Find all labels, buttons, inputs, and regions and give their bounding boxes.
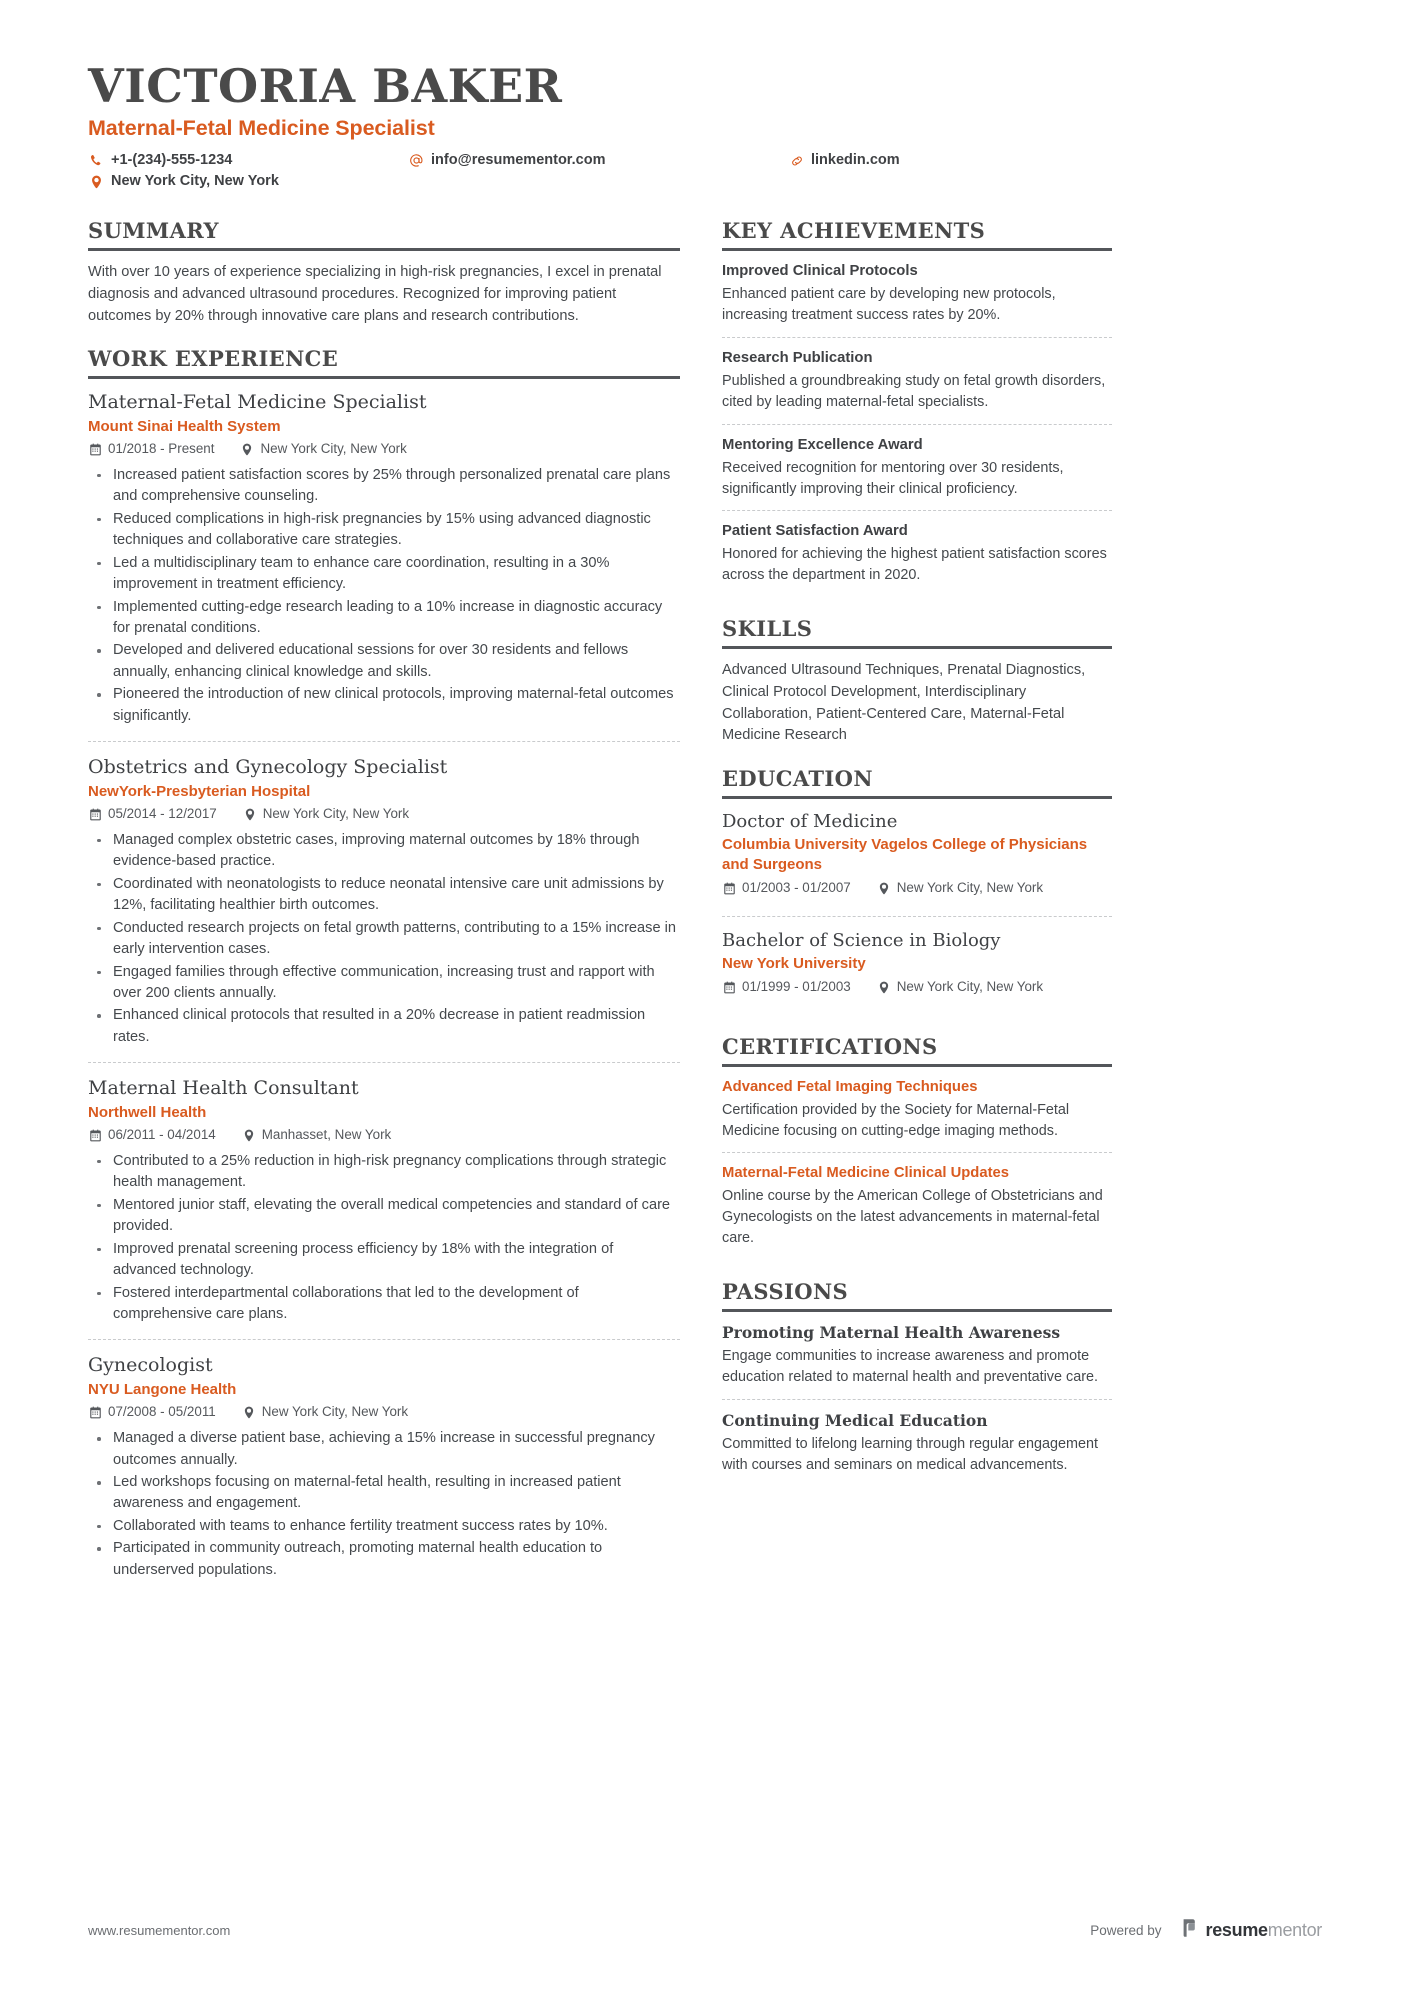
location-pin-icon bbox=[242, 1129, 256, 1142]
education-dates bbox=[722, 879, 851, 898]
contact-location bbox=[88, 171, 408, 193]
contact-row-1 bbox=[88, 150, 1322, 172]
education-dates-text: 01/2003 - 01/2007 bbox=[742, 879, 851, 895]
education-heading: EDUCATION bbox=[722, 767, 1112, 799]
powered-by-label: Powered by bbox=[1090, 1923, 1162, 1938]
achievement-item bbox=[722, 510, 1112, 597]
skills-text: Advanced Ultrasound Techniques, Prenatal Diagnostics, Clinical Protocol Development, Interdisciplinary Collaboration, Patient-Centered Care, Maternal-Fetal Medicine Research bbox=[722, 662, 1086, 744]
education-dates bbox=[722, 978, 851, 997]
resumementor-mark-icon bbox=[1182, 1918, 1201, 1943]
passion-title: Promoting Maternal Health Awareness bbox=[722, 1323, 1061, 1343]
work-location-text: New York City, New York bbox=[262, 806, 410, 822]
education-location-text: New York City, New York bbox=[896, 978, 1044, 994]
passions-heading: PASSIONS bbox=[722, 1280, 1112, 1312]
footer-website-url[interactable]: www.resumementor.com bbox=[88, 1923, 231, 1938]
achievement-item bbox=[722, 424, 1112, 511]
work-location bbox=[240, 440, 406, 459]
calendar-icon bbox=[88, 1406, 102, 1419]
certification-title: Maternal-Fetal Medicine Clinical Updates bbox=[722, 1165, 1009, 1182]
achievement-title: Research Publication bbox=[722, 350, 873, 367]
work-bullet: Reduced complications in high-risk pregnancies by 15% using advanced diagnostic techniques and collaborative care strategies. bbox=[88, 509, 680, 552]
certification-desc: Certification provided by the Society for Maternal-Fetal Medicine focusing on cutting-edge imaging methods. bbox=[722, 1101, 1070, 1139]
calendar-icon bbox=[88, 808, 102, 821]
achievement-desc: Received recognition for mentoring over 30 residents, significantly improving their clinical proficiency. bbox=[722, 459, 1064, 497]
work-role: Obstetrics and Gynecology Specialist bbox=[88, 756, 448, 779]
work-location bbox=[242, 1403, 408, 1422]
certification-desc: Online course by the American College of Obstetricians and Gynecologists on the latest advancements in maternal-fetal care. bbox=[722, 1188, 1103, 1247]
contact-phone[interactable] bbox=[88, 150, 408, 172]
work-bullets bbox=[88, 1151, 680, 1326]
certification-item bbox=[722, 1078, 1112, 1153]
work-dates bbox=[88, 805, 217, 824]
work-meta bbox=[88, 1126, 680, 1145]
work-bullet: Implemented cutting-edge research leading to a 10% increase in diagnostic accuracy for prenatal conditions. bbox=[88, 597, 680, 640]
work-role: Gynecologist bbox=[88, 1354, 213, 1377]
contact-linkedin-text: linkedin.com bbox=[811, 151, 900, 168]
work-bullet: Mentored junior staff, elevating the overall medical competencies and standard of care provided. bbox=[88, 1195, 680, 1238]
work-bullets bbox=[88, 830, 680, 1048]
work-dates-text: 07/2008 - 05/2011 bbox=[108, 1404, 216, 1420]
passion-item bbox=[722, 1399, 1112, 1487]
at-sign-icon bbox=[408, 153, 425, 168]
work-dates-text: 01/2018 - Present bbox=[108, 441, 215, 457]
achievement-item bbox=[722, 337, 1112, 424]
work-role: Maternal-Fetal Medicine Specialist bbox=[88, 391, 427, 414]
summary-heading: SUMMARY bbox=[88, 219, 680, 251]
summary-text: With over 10 years of experience specializing in high-risk pregnancies, I excel in prenatal diagnosis and advanced ultrasound procedures. Recognized for improving patient outcomes by 20% through innovative care plans and research contributions. bbox=[88, 264, 662, 324]
work-meta bbox=[88, 1403, 680, 1422]
resumementor-wordmark bbox=[1206, 1920, 1322, 1941]
contact-phone-text: +1-(234)-555-1234 bbox=[111, 151, 233, 168]
work-bullet: Participated in community outreach, promoting maternal health education to underserved populations. bbox=[88, 1538, 680, 1581]
contact-email[interactable] bbox=[408, 150, 788, 172]
certification-title: Advanced Fetal Imaging Techniques bbox=[722, 1078, 978, 1095]
location-pin-icon bbox=[877, 882, 891, 895]
achievement-title: Improved Clinical Protocols bbox=[722, 263, 918, 280]
brand-name-light: mentor bbox=[1267, 1920, 1322, 1940]
section-work-experience bbox=[88, 347, 680, 1595]
work-bullet: Managed complex obstetric cases, improving maternal outcomes by 18% through evidence-based practice. bbox=[88, 830, 680, 873]
education-meta bbox=[722, 978, 1112, 997]
achievement-title: Mentoring Excellence Award bbox=[722, 436, 923, 453]
work-company: Northwell Health bbox=[88, 1103, 207, 1121]
brand-name-bold: resume bbox=[1205, 1920, 1268, 1940]
calendar-icon bbox=[722, 882, 736, 895]
work-bullets bbox=[88, 1428, 680, 1581]
work-dates bbox=[88, 1403, 216, 1422]
work-company: NYU Langone Health bbox=[88, 1381, 237, 1399]
section-passions bbox=[722, 1280, 1112, 1486]
work-bullet: Increased patient satisfaction scores by 25% through personalized prenatal care plans and comprehensive counseling. bbox=[88, 465, 680, 508]
work-entry bbox=[88, 1062, 680, 1339]
section-certifications bbox=[722, 1035, 1112, 1260]
work-location-text: New York City, New York bbox=[260, 441, 407, 457]
education-location bbox=[877, 978, 1043, 997]
candidate-job-title: Maternal-Fetal Medicine Specialist bbox=[88, 115, 435, 140]
work-bullet: Led a multidisciplinary team to enhance care coordination, resulting in a 30% improvement in treatment efficiency. bbox=[88, 553, 680, 596]
calendar-icon bbox=[88, 443, 102, 456]
key-achievements-heading: KEY ACHIEVEMENTS bbox=[722, 219, 1112, 251]
section-key-achievements bbox=[722, 219, 1112, 597]
work-bullet: Conducted research projects on fetal growth patterns, contributing to a 15% increase in early intervention cases. bbox=[88, 918, 680, 961]
phone-icon bbox=[88, 154, 105, 167]
contact-linkedin[interactable] bbox=[788, 150, 900, 172]
contact-location-text: New York City, New York bbox=[111, 173, 279, 190]
passion-desc: Engage communities to increase awareness and promote education related to maternal health and preventative care. bbox=[722, 1348, 1098, 1385]
work-dates bbox=[88, 1126, 216, 1145]
achievement-desc: Honored for achieving the highest patient satisfaction scores across the department in 2020. bbox=[722, 546, 1107, 584]
contact-row-2 bbox=[88, 171, 1322, 193]
work-location-text: New York City, New York bbox=[261, 1404, 409, 1420]
work-dates-text: 05/2014 - 12/2017 bbox=[108, 806, 217, 822]
work-dates bbox=[88, 440, 214, 459]
certifications-heading: CERTIFICATIONS bbox=[722, 1035, 1112, 1067]
achievement-desc: Enhanced patient care by developing new protocols, increasing treatment success rates by 20%. bbox=[722, 286, 1056, 324]
location-pin-icon bbox=[242, 1406, 256, 1419]
contact-email-text: info@resumementor.com bbox=[431, 151, 606, 168]
work-company: NewYork-Presbyterian Hospital bbox=[88, 782, 311, 800]
work-bullet: Managed a diverse patient base, achieving a 15% increase in successful pregnancy outcomes annually. bbox=[88, 1428, 680, 1471]
achievement-item bbox=[722, 262, 1112, 337]
resumementor-logo bbox=[1182, 1918, 1322, 1943]
work-bullet: Coordinated with neonatologists to reduce neonatal intensive care unit admissions by 12%, facilitating healthier birth outcomes. bbox=[88, 874, 680, 917]
work-dates-text: 06/2011 - 04/2014 bbox=[108, 1127, 216, 1143]
candidate-name: VICTORIA BAKER bbox=[88, 59, 563, 113]
section-skills bbox=[722, 617, 1112, 747]
education-degree: Bachelor of Science in Biology bbox=[722, 929, 1001, 951]
work-bullet: Engaged families through effective communication, increasing trust and rapport with over 200 clients annually. bbox=[88, 962, 680, 1005]
education-school: New York University bbox=[722, 954, 866, 972]
left-column bbox=[88, 219, 680, 1615]
achievement-title: Patient Satisfaction Award bbox=[722, 523, 908, 540]
work-location bbox=[243, 805, 409, 824]
resume-body bbox=[88, 219, 1322, 1615]
work-meta bbox=[88, 805, 680, 824]
work-bullet: Fostered interdepartmental collaborations that led to the development of comprehensive care plans. bbox=[88, 1283, 680, 1326]
work-entry bbox=[88, 1339, 680, 1595]
work-location bbox=[242, 1126, 392, 1145]
work-meta bbox=[88, 440, 680, 459]
education-location bbox=[877, 879, 1043, 898]
right-column bbox=[722, 219, 1112, 1506]
certification-item bbox=[722, 1152, 1112, 1260]
passion-item bbox=[722, 1323, 1112, 1399]
work-company: Mount Sinai Health System bbox=[88, 417, 281, 435]
education-school: Columbia University Vagelos College of Physicians and Surgeons bbox=[722, 836, 1088, 874]
education-entry bbox=[722, 916, 1112, 1015]
work-bullet: Pioneered the introduction of new clinical protocols, improving maternal-fetal outcomes significantly. bbox=[88, 684, 680, 727]
work-role: Maternal Health Consultant bbox=[88, 1077, 359, 1100]
contact-details bbox=[88, 150, 1322, 194]
calendar-icon bbox=[88, 1129, 102, 1142]
location-pin-icon bbox=[877, 981, 891, 994]
work-bullet: Led workshops focusing on maternal-fetal health, resulting in increased patient awareness and engagement. bbox=[88, 1472, 680, 1515]
passion-desc: Committed to lifelong learning through regular engagement with courses and seminars on medical advancements. bbox=[722, 1435, 1098, 1473]
work-bullet: Enhanced clinical protocols that resulted in a 20% decrease in patient readmission rates. bbox=[88, 1005, 680, 1048]
passion-title: Continuing Medical Education bbox=[722, 1410, 988, 1430]
skills-heading: SKILLS bbox=[722, 617, 1112, 649]
education-location-text: New York City, New York bbox=[896, 879, 1044, 895]
page-footer bbox=[88, 1918, 1322, 1943]
work-location-text: Manhasset, New York bbox=[261, 1127, 392, 1143]
link-icon bbox=[788, 154, 805, 168]
education-dates-text: 01/1999 - 01/2003 bbox=[742, 978, 851, 994]
footer-branding bbox=[1090, 1918, 1322, 1943]
work-bullet: Improved prenatal screening process efficiency by 18% with the integration of advanced technology. bbox=[88, 1239, 680, 1282]
resume-header bbox=[88, 59, 1322, 193]
work-entry bbox=[88, 390, 680, 741]
section-summary bbox=[88, 219, 680, 327]
work-bullet: Developed and delivered educational sessions for over 30 residents and fellows annually, enhancing clinical knowledge and skills. bbox=[88, 640, 680, 683]
location-pin-icon bbox=[240, 443, 254, 456]
work-entry bbox=[88, 741, 680, 1062]
work-bullet: Contributed to a 25% reduction in high-risk pregnancy complications through strategic health management. bbox=[88, 1151, 680, 1194]
work-experience-heading: WORK EXPERIENCE bbox=[88, 347, 680, 379]
education-degree: Doctor of Medicine bbox=[722, 810, 898, 832]
education-meta bbox=[722, 879, 1112, 898]
work-bullets bbox=[88, 465, 680, 727]
location-pin-icon bbox=[243, 808, 257, 821]
location-pin-icon bbox=[88, 175, 105, 189]
calendar-icon bbox=[722, 981, 736, 994]
work-bullet: Collaborated with teams to enhance fertility treatment success rates by 10%. bbox=[88, 1516, 680, 1537]
education-entry bbox=[722, 810, 1112, 916]
achievement-desc: Published a groundbreaking study on fetal growth disorders, cited by leading maternal-fetal specialists. bbox=[722, 373, 1106, 410]
section-education bbox=[722, 767, 1112, 1015]
